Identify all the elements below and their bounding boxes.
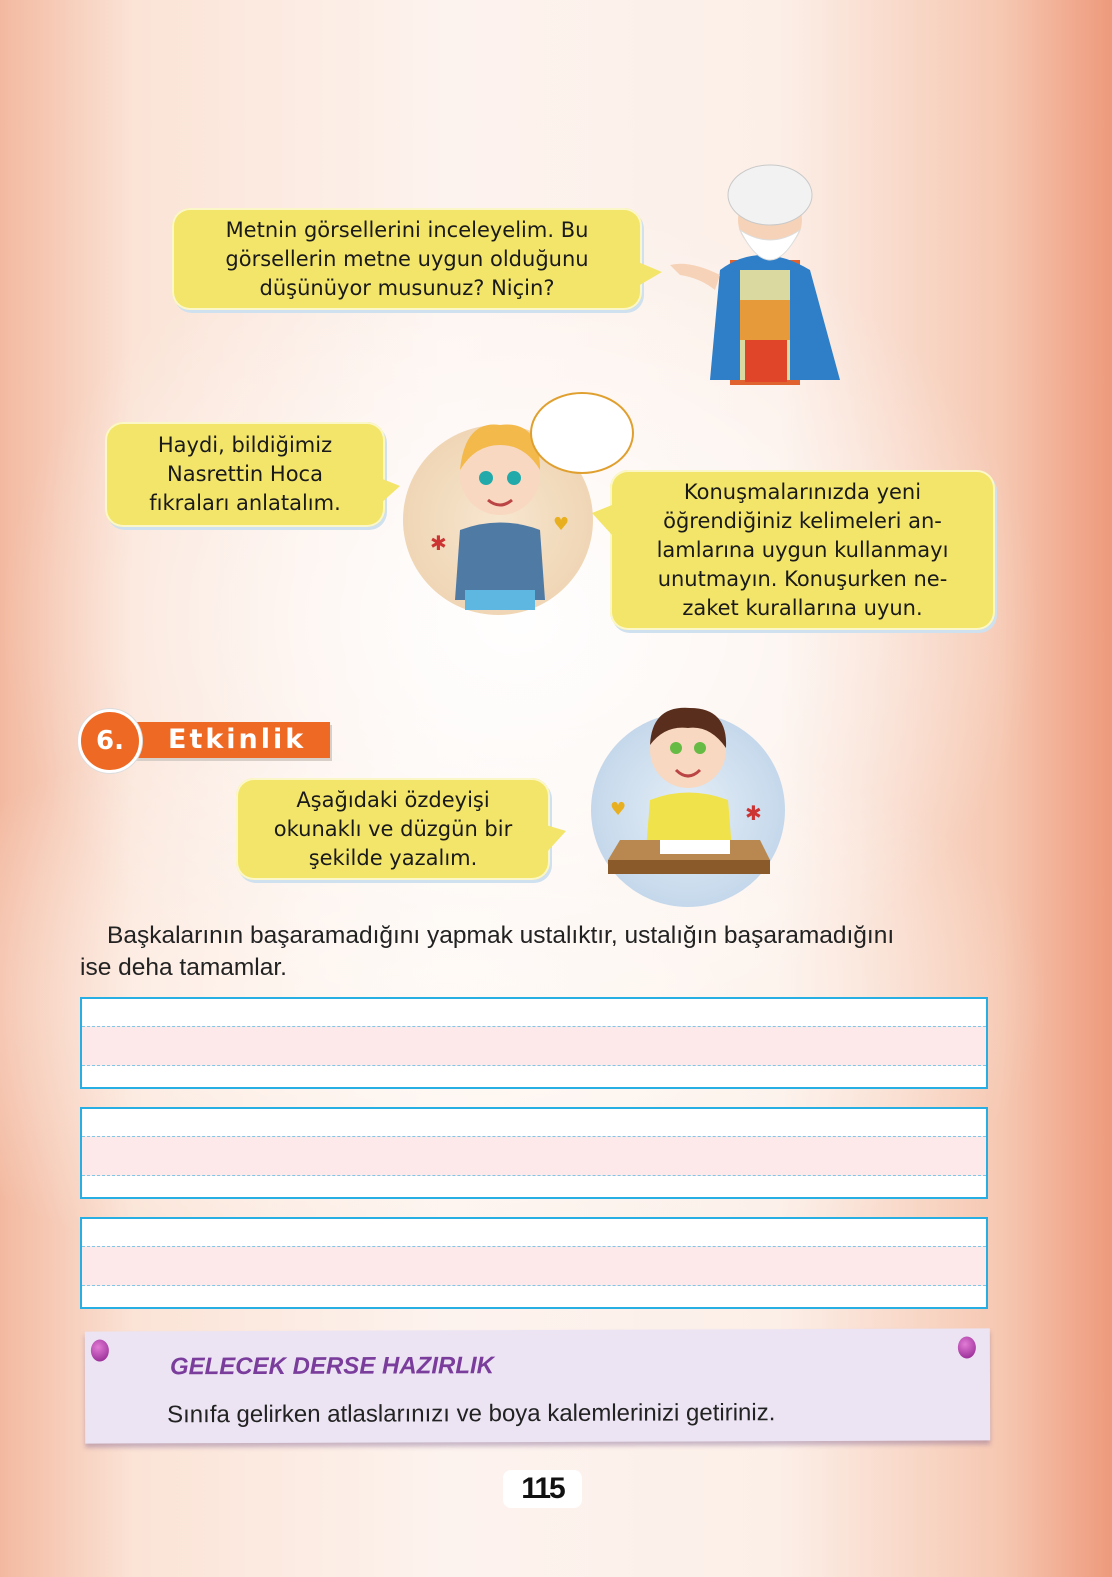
bubble-line: Haydi, bildiğimiz (157, 433, 333, 457)
bubble-tail (638, 262, 662, 286)
bubble-line: Nasrettin Hoca (167, 462, 323, 486)
bubble-line: görsellerin metne uygun olduğunu (225, 246, 589, 271)
bubble-line: Metnin görsellerini inceleyelim. Bu (225, 217, 589, 242)
quote-line-2: ise deha tamamlar. (80, 954, 287, 981)
page-number-text: 115 (521, 1472, 564, 1505)
bubble-tail (592, 505, 612, 535)
activity-speech-bubble (236, 778, 550, 880)
quote-paragraph (80, 920, 995, 984)
hoca-speech-bubble (172, 208, 642, 310)
svg-text:✱: ✱ (745, 801, 762, 825)
page-number (503, 1470, 582, 1508)
bubble-line: öğrendiğiniz kelimeleri an- (663, 508, 942, 533)
left-speech-bubble (105, 422, 385, 527)
svg-text:✱: ✱ (430, 531, 447, 555)
nasreddin-hoca-illustration (660, 160, 850, 385)
quote-line-1: Başkalarının başaramadığını yapmak ustalıktır, ustalığın başaramadığını (107, 922, 895, 949)
writing-box-1[interactable] (80, 997, 988, 1089)
bubble-line: düşünüyor musunuz? Niçin? (259, 275, 555, 300)
writing-guide-band (82, 1246, 986, 1286)
note-text: Sınıfa gelirken atlaslarınızı ve boya kalemlerinizi getiriniz. (167, 1399, 776, 1429)
bubble-line: unutmayın. Konuşurken ne- (657, 566, 948, 591)
writing-guide-band (82, 1136, 986, 1176)
boy-writing-illustration (600, 690, 780, 890)
activity-number-badge (78, 709, 142, 773)
pin-icon (958, 1336, 976, 1358)
bubble-line: zaket kurallarına uyun. (682, 595, 923, 620)
bubble-line: Konuşmalarınızda yeni (683, 479, 922, 504)
bubble-line: fıkraları anlatalım. (149, 491, 341, 515)
bubble-tail (546, 825, 566, 853)
writing-guide-band (82, 1026, 986, 1066)
empty-thought-bubble (530, 392, 634, 474)
bubble-tail (380, 478, 400, 504)
activity-number: 6. (96, 726, 124, 756)
bubble-line: şekilde yazalım. (308, 845, 478, 870)
right-speech-bubble (610, 470, 995, 630)
activity-title: Etkinlik (168, 724, 307, 755)
bubble-line: Aşağıdaki özdeyişi (296, 787, 490, 812)
next-lesson-note (85, 1328, 990, 1443)
pin-icon (91, 1339, 109, 1361)
note-title: GELECEK DERSE HAZIRLIK (169, 1352, 495, 1381)
svg-text:♥: ♥ (553, 514, 570, 535)
svg-text:♥: ♥ (610, 799, 627, 820)
writing-box-3[interactable] (80, 1217, 988, 1309)
writing-box-2[interactable] (80, 1107, 988, 1199)
bubble-line: lamlarına uygun kullanmayı (656, 537, 949, 562)
bubble-line: okunaklı ve düzgün bir (273, 816, 513, 841)
